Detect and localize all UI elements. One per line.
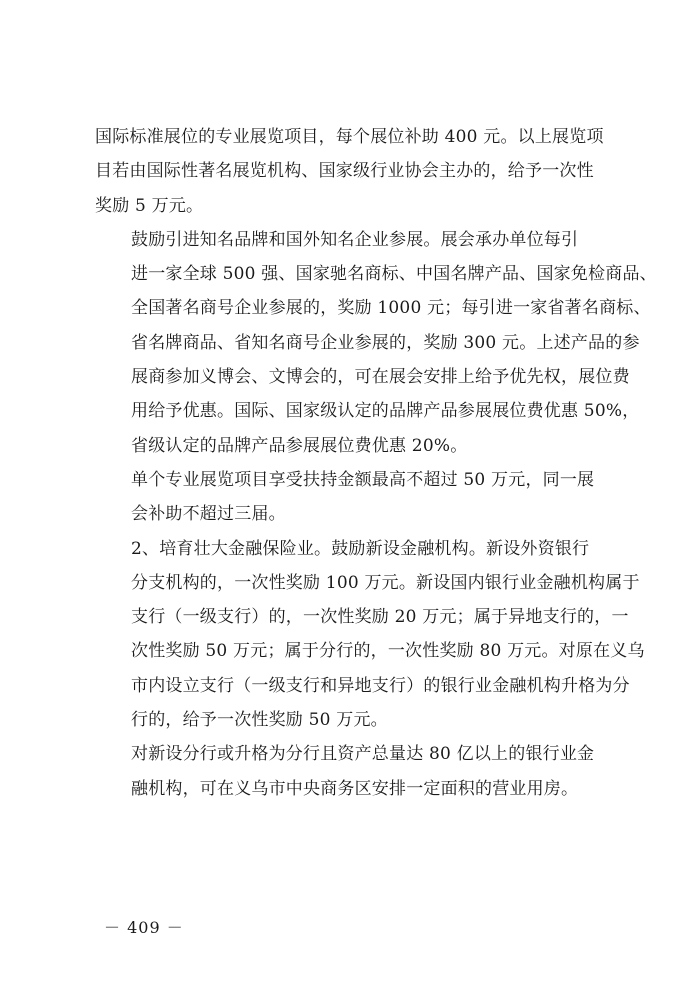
text-line: 对新设分行或升格为分行且资产总量达 80 亿以上的银行业金 [131,744,595,765]
text-line: 分支机构的，一次性奖励 100 万元。新设国内银行业金融机构属于 [131,572,640,593]
text-line: 支行（一级支行）的，一次性奖励 20 万元；属于异地支行的，一 [131,607,629,628]
text-line: 市内设立支行（一级支行和异地支行）的银行业金融机构升格为分 [131,675,630,696]
paragraph-finance-insurance [95,532,645,738]
text-line: 用给予优惠。国际、国家级认定的品牌产品参展展位费优惠 50%， [131,401,640,422]
text-line: 进一家全球 500 强、国家驰名商标、中国名牌产品、国家免检商品、 [131,264,657,285]
paragraph-brand-exhibitors [95,223,657,463]
text-line: 国际标准展位的专业展览项目，每个展位补助 400 元。以上展览项 [95,127,604,147]
text-line: 单个专业展览项目享受扶持金额最高不超过 50 万元，同一展 [131,469,595,490]
text-line: 2、培育壮大金融保险业。鼓励新设金融机构。新设外资银行 [131,538,590,559]
text-line: 会补助不超过三届。 [131,504,286,525]
paragraph-business-premises [95,737,615,806]
page-number: － 409 － [104,918,184,937]
paragraph-exhibition-booth-subsidy [95,120,615,223]
text-line: 融机构，可在义乌市中央商务区安排一定面积的营业用房。 [131,778,579,799]
text-line: 奖励 5 万元。 [95,195,204,216]
paragraph-funding-cap [95,463,615,532]
text-line: 目若由国际性著名展览机构、国家级行业协会主办的，给予一次性 [95,161,594,182]
text-line: 全国著名商号企业参展的，奖励 1000 元；每引进一家省著名商标、 [131,298,651,319]
text-line: 鼓励引进知名品牌和国外知名企业参展。展会承办单位每引 [131,229,579,250]
text-line: 行的，给予一次性奖励 50 万元。 [131,710,388,731]
body-text [95,120,657,806]
text-line: 展商参加义博会、文博会的，可在展会安排上给予优先权，展位费 [131,367,630,388]
text-line: 次性奖励 50 万元；属于分行的，一次性奖励 80 万元。对原在义乌 [131,641,645,662]
text-line: 省名牌商品、省知名商号企业参展的，奖励 300 元。上述产品的参 [131,332,640,353]
text-line: 省级认定的品牌产品参展展位费优惠 20%。 [131,435,468,456]
